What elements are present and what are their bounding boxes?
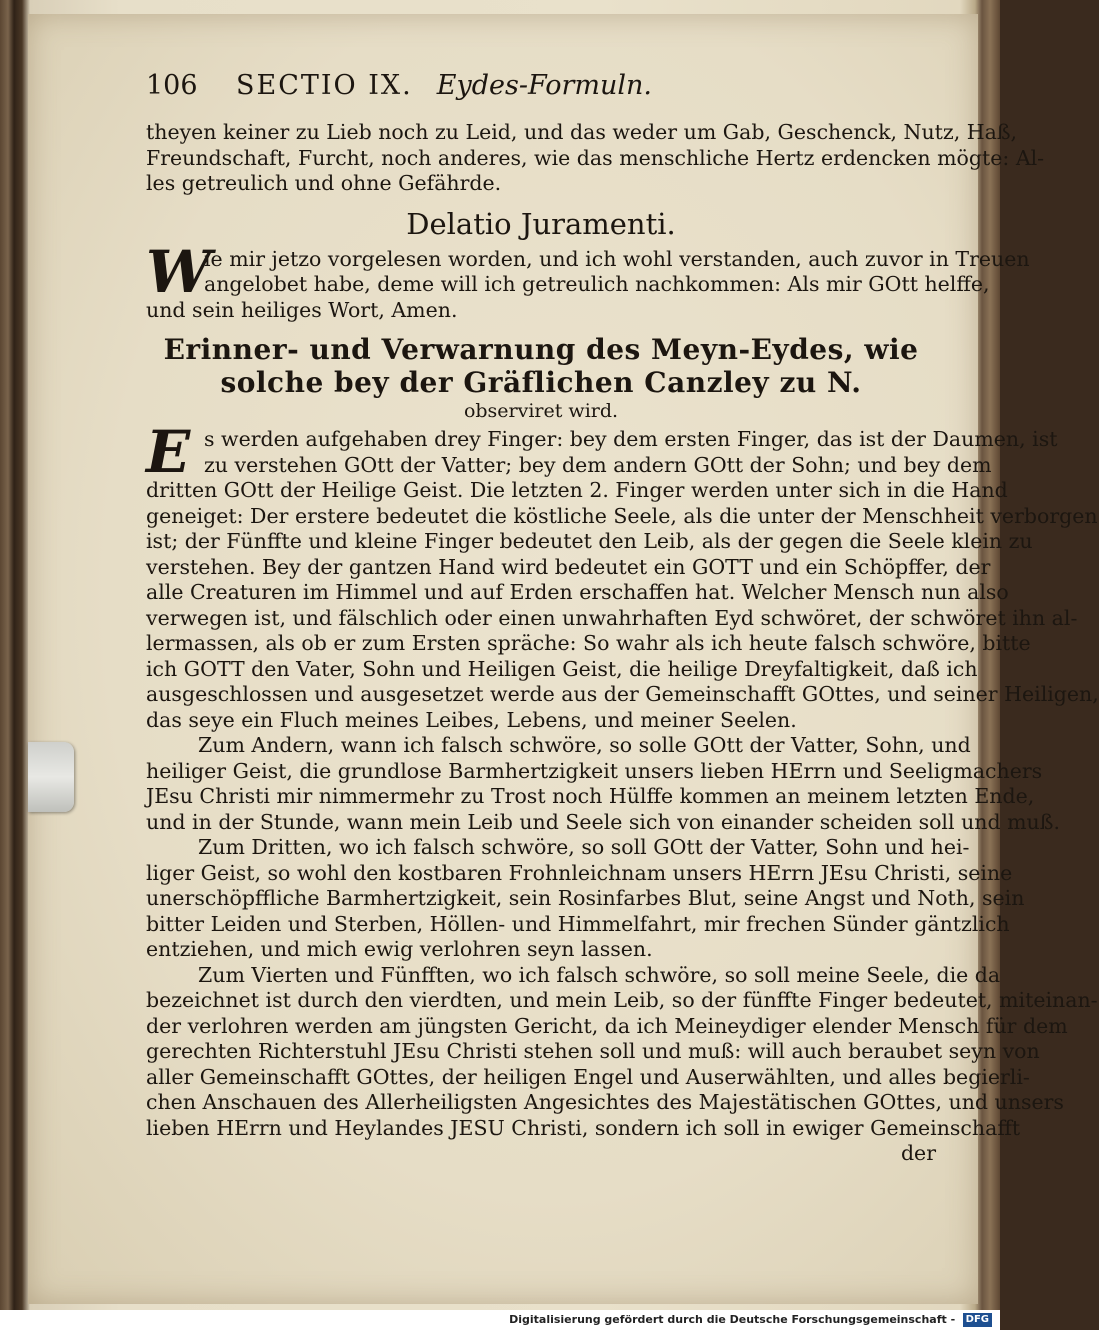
delatio-heading: Delatio Juramenti. bbox=[406, 206, 676, 241]
drop-cap: E bbox=[146, 418, 191, 486]
section-label: SECTIO IX. bbox=[236, 70, 413, 101]
text-line: alle Creaturen im Himmel und auf Erden erschaffen hat. Welcher Mensch nun also bbox=[146, 580, 1009, 604]
text-line: dritten GOtt der Heilige Geist. Die letzten 2. Finger werden unter sich in die Hand bbox=[146, 478, 1008, 502]
text-line: bezeichnet ist durch den vierdten, und mein Leib, so der fünffte Finger bedeutet, miteinan- bbox=[146, 988, 1098, 1012]
page-clip bbox=[28, 742, 74, 812]
delatio-paragraph bbox=[146, 237, 1030, 324]
text-line: ie mir jetzo vorgelesen worden, und ich wohl verstanden, auch zuvor in Treuen bbox=[204, 246, 1030, 271]
text-line: chen Anschauen des Allerheiligsten Angesichtes des Majestätischen GOttes, und unsers bbox=[146, 1090, 1064, 1114]
text-line: entziehen, und mich ewig verlohren seyn lassen. bbox=[146, 937, 653, 961]
text-line: gerechten Richterstuhl JEsu Christi stehen soll und muß: will auch beraubet seyn von bbox=[146, 1039, 1040, 1063]
drop-cap: W bbox=[146, 237, 212, 306]
text-line: und sein heiliges Wort, Amen. bbox=[146, 297, 458, 322]
digitization-footer bbox=[0, 1310, 1000, 1330]
text-line: zu verstehen GOtt der Vatter; bey dem andern GOtt der Sohn; und bey dem bbox=[204, 452, 992, 477]
text-line: der verlohren werden am jüngsten Gericht, da ich Meineydiger elender Mensch für dem bbox=[146, 1013, 1068, 1038]
text-line: das seye ein Fluch meines Leibes, Lebens, und meiner Seelen. bbox=[146, 707, 797, 732]
running-title: Eydes-Formuln. bbox=[436, 70, 652, 101]
text-line: verstehen. Bey der gantzen Hand wird bedeutet ein GOTT und ein Schöpffer, der bbox=[146, 554, 991, 579]
erinnerung-heading-line1: Erinner- und Verwarnung des Meyn-Eydes, wie bbox=[163, 333, 919, 366]
dfg-logo: DFG bbox=[963, 1313, 992, 1327]
text-line: geneiget: Der erstere bedeutet die köstliche Seele, als die unter der Menschheit verborgen bbox=[146, 503, 1098, 528]
text-line: theyen keiner zu Lieb noch zu Leid, und das weder um Gab, Geschenck, Nutz, Haß, bbox=[146, 120, 1018, 144]
text-line: Freundschaft, Furcht, noch anderes, wie das menschliche Hertz erdencken mögte: Al- bbox=[146, 145, 1045, 170]
text-line: lermassen, als ob er zum Ersten spräche: So wahr als ich heute falsch schwöre, bitte bbox=[146, 631, 1031, 655]
erinnerung-paragraph-1 bbox=[146, 418, 1099, 733]
text-line: Zum Dritten, wo ich falsch schwöre, so soll GOtt der Vatter, Sohn und hei- bbox=[198, 835, 970, 859]
opening-paragraph bbox=[146, 120, 1045, 197]
text-line: aller Gemeinschafft GOttes, der heiligen Engel und Auserwählten, und alles begierli- bbox=[146, 1064, 1030, 1089]
erinnerung-paragraph-2 bbox=[146, 733, 1060, 835]
text-line: les getreulich und ohne Gefährde. bbox=[146, 171, 502, 195]
page-text bbox=[146, 70, 1099, 1167]
text-line: Zum Andern, wann ich falsch schwöre, so solle GOtt der Vatter, Sohn, und bbox=[198, 733, 971, 757]
text-line: lieben HErrn und Heylandes JESU Christi, sondern ich soll in ewiger Gemeinschafft bbox=[146, 1115, 1021, 1140]
page-number: 106 bbox=[146, 70, 198, 101]
text-line: JEsu Christi mir nimmermehr zu Trost noch Hülffe kommen an meinem letzten Ende, bbox=[146, 784, 1035, 808]
text-line: s werden aufgehaben drey Finger: bey dem ersten Finger, das ist der Daumen, ist bbox=[204, 427, 1058, 451]
catchword: der bbox=[900, 1141, 936, 1165]
text-line: bitter Leiden und Sterben, Höllen- und Himmelfahrt, mir frechen Sünder gäntzlich bbox=[146, 911, 1010, 936]
text-line: und in der Stunde, wann mein Leib und Seele sich von einander scheiden soll und muß. bbox=[146, 809, 1060, 834]
erinnerung-heading-line2: solche bey der Gräflichen Canzley zu N. bbox=[220, 366, 862, 399]
erinnerung-paragraph-3 bbox=[146, 835, 1025, 963]
text-line: ausgeschlossen und ausgesetzet werde aus der Gemeinschafft GOttes, und seiner Heiligen, bbox=[146, 682, 1099, 706]
text-line: ich GOTT den Vater, Sohn und Heiligen Geist, die heilige Dreyfaltigkeit, daß ich bbox=[146, 656, 978, 681]
erinnerung-paragraph-4 bbox=[146, 962, 1098, 1142]
text-line: Zum Vierten und Fünfften, wo ich falsch schwöre, so soll meine Seele, die da bbox=[198, 962, 1001, 987]
erinnerung-subheading: observiret wird. bbox=[463, 400, 619, 422]
footer-text: Digitalisierung gefördert durch die Deutsche Forschungsgemeinschaft - bbox=[509, 1313, 956, 1326]
text-line: unerschöpffliche Barmhertzigkeit, sein Rosinfarbes Blut, seine Angst und Noth, sein bbox=[146, 886, 1025, 910]
running-header bbox=[146, 70, 936, 110]
text-line: ist; der Fünffte und kleine Finger bedeutet den Leib, als der gegen die Seele klein zu bbox=[146, 529, 1033, 553]
text-line: verwegen ist, und fälschlich oder einen unwahrhaften Eyd schwöret, der schwöret ihn al- bbox=[146, 605, 1078, 630]
text-line: heiliger Geist, die grundlose Barmhertzigkeit unsers lieben HErrn und Seeligmachers bbox=[146, 758, 1043, 783]
text-line: angelobet habe, deme will ich getreulich nachkommen: Als mir GOtt helffe, bbox=[204, 272, 990, 296]
text-line: liger Geist, so wohl den kostbaren Frohnleichnam unsers HErrn JEsu Christi, seine bbox=[146, 860, 1013, 885]
